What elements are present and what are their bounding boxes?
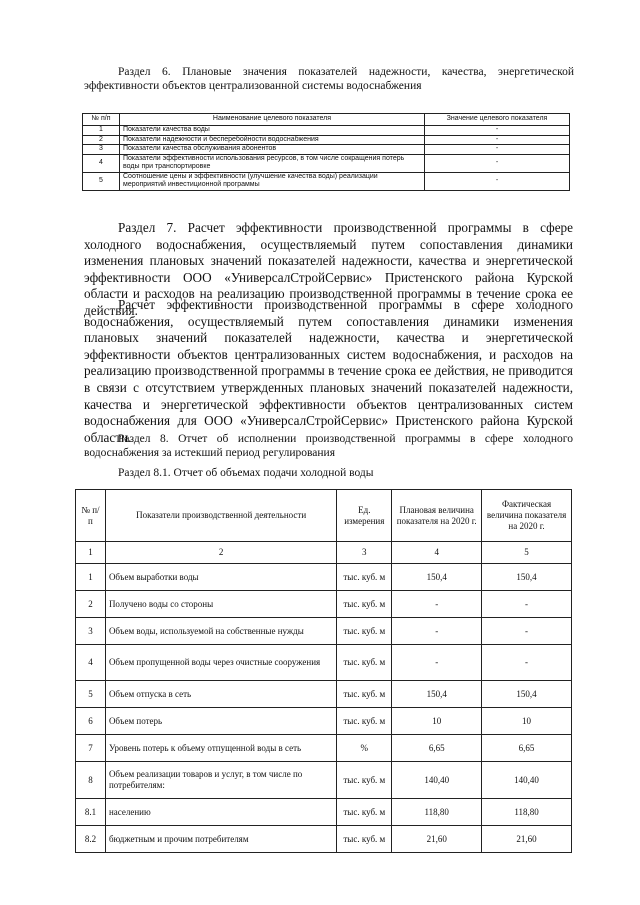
row-value: - [425, 145, 570, 155]
table-row [76, 799, 572, 826]
row-fact: - [482, 591, 572, 618]
table-row [83, 135, 570, 145]
table-header-row [83, 114, 570, 126]
row-name: Объем реализации товаров и услуг, в том числе по потребителям: [105, 762, 336, 799]
row-plan: 6,65 [392, 735, 482, 762]
index-cell: 2 [105, 542, 336, 564]
table-row [76, 708, 572, 735]
table-row [83, 126, 570, 136]
row-num: 4 [76, 645, 106, 681]
row-name: Показатели надежности и бесперебойности водоснабжения [120, 135, 425, 145]
table-row [83, 145, 570, 155]
section6-table [82, 113, 570, 191]
row-name: Получено воды со стороны [105, 591, 336, 618]
row-num: 4 [83, 154, 120, 172]
index-cell: 5 [482, 542, 572, 564]
row-name: бюджетным и прочим потребителям [105, 826, 336, 853]
header-plan: Плановая величина показателя на 2020 г. [392, 490, 482, 542]
index-cell: 4 [392, 542, 482, 564]
row-fact: 140,40 [482, 762, 572, 799]
row-plan: 140,40 [392, 762, 482, 799]
row-value: - [425, 172, 570, 190]
table-row [76, 735, 572, 762]
row-num: 2 [76, 591, 106, 618]
row-name: Объем пропущенной воды через очистные сооружения [105, 645, 336, 681]
row-fact: 21,60 [482, 826, 572, 853]
row-unit: тыс. куб. м [337, 564, 392, 591]
row-name: Показатели качества обслуживания абонентов [120, 145, 425, 155]
table-row [76, 681, 572, 708]
row-fact: 118,80 [482, 799, 572, 826]
row-plan: - [392, 618, 482, 645]
row-num: 8.2 [76, 826, 106, 853]
row-plan: 150,4 [392, 681, 482, 708]
row-name: Объем отпуска в сеть [105, 681, 336, 708]
index-cell: 1 [76, 542, 106, 564]
index-cell: 3 [337, 542, 392, 564]
table-row [76, 826, 572, 853]
row-value: - [425, 135, 570, 145]
row-unit: тыс. куб. м [337, 708, 392, 735]
row-num: 7 [76, 735, 106, 762]
row-name: Соотношение цены и эффективности (улучшение качества воды) реализации мероприятий инвестиционной программы [120, 172, 425, 190]
row-unit: тыс. куб. м [337, 799, 392, 826]
row-fact: - [482, 618, 572, 645]
row-unit: тыс. куб. м [337, 618, 392, 645]
section8-table [75, 489, 572, 853]
header-fact: Фактическая величина показателя на 2020 г. [482, 490, 572, 542]
row-unit: тыс. куб. м [337, 645, 392, 681]
table-row [76, 564, 572, 591]
section6-title: Раздел 6. Плановые значения показателей надежности, качества, энергетической эффективности объектов централизованной системы водоснабжения [84, 66, 574, 92]
row-plan: 21,60 [392, 826, 482, 853]
row-unit: тыс. куб. м [337, 681, 392, 708]
row-name: Объем потерь [105, 708, 336, 735]
header-num: № п/п [83, 114, 120, 126]
row-num: 5 [76, 681, 106, 708]
header-num: № п/п [76, 490, 106, 542]
row-fact: 150,4 [482, 564, 572, 591]
header-name: Наименование целевого показателя [120, 114, 425, 126]
row-num: 3 [83, 145, 120, 155]
row-num: 8.1 [76, 799, 106, 826]
row-num: 6 [76, 708, 106, 735]
row-name: Показатели качества воды [120, 126, 425, 136]
section7-paragraph-2: Расчет эффективности производственной программы в сфере холодного водоснабжения, осуществляемый путем сопоставления динамики изменения плановых значений показателей надежности, качества и энергетической эффективности объектов централизованных систем водоснабжения, и расходов на реализацию производственной программы в течение срока ее действия, не приводится в связи с отсутствием утвержденных плановых значений показателей надежности, качества и энергетической эффективности объектов централизованных систем водоснабжения для ООО «УниверсалСтройСервис» Пристенского района Курской области. [84, 297, 573, 445]
section8-title: Раздел 8. Отчет об исполнении производственной программы в сфере холодного водоснабжения за истекший период регулирования [84, 433, 573, 459]
row-num: 1 [83, 126, 120, 136]
row-name: Объем воды, используемой на собственные нужды [105, 618, 336, 645]
row-plan: 10 [392, 708, 482, 735]
table-row [76, 591, 572, 618]
row-plan: 118,80 [392, 799, 482, 826]
row-unit: % [337, 735, 392, 762]
row-num: 1 [76, 564, 106, 591]
table-index-row [76, 542, 572, 564]
row-fact: - [482, 645, 572, 681]
table-row [76, 762, 572, 799]
row-plan: - [392, 591, 482, 618]
row-unit: тыс. куб. м [337, 591, 392, 618]
row-num: 8 [76, 762, 106, 799]
row-name: Уровень потерь к объему отпущенной воды в сеть [105, 735, 336, 762]
section7-paragraph: Раздел 7. Расчет эффективности производственной программы в сфере холодного водоснабжения, осуществляемый путем сопоставления динамики изменения плановых значений показателей надежности, качества и энергетической эффективности ООО «УниверсалСтройСервис» Пристенского района Курской области и расходов на реализацию производственной программы в течение срока ее действия. [84, 220, 573, 318]
row-num: 2 [83, 135, 120, 145]
header-value: Значение целевого показателя [425, 114, 570, 126]
row-value: - [425, 154, 570, 172]
row-num: 3 [76, 618, 106, 645]
table-row [76, 618, 572, 645]
table-row [76, 645, 572, 681]
row-unit: тыс. куб. м [337, 762, 392, 799]
row-fact: 6,65 [482, 735, 572, 762]
row-plan: 150,4 [392, 564, 482, 591]
row-value: - [425, 126, 570, 136]
table-row [83, 172, 570, 190]
row-plan: - [392, 645, 482, 681]
table-row [83, 154, 570, 172]
header-unit: Ед. измерения [337, 490, 392, 542]
row-name: Показатели эффективности использования ресурсов, в том числе сокращения потерь воды при транспортировке [120, 154, 425, 172]
row-fact: 150,4 [482, 681, 572, 708]
row-fact: 10 [482, 708, 572, 735]
row-name: Объем выработки воды [105, 564, 336, 591]
header-indicator: Показатели производственной деятельности [105, 490, 336, 542]
table-header-row [76, 490, 572, 542]
row-unit: тыс. куб. м [337, 826, 392, 853]
row-num: 5 [83, 172, 120, 190]
section8-1-subtitle: Раздел 8.1. Отчет об объемах подачи холодной воды [118, 467, 374, 479]
row-name: населению [105, 799, 336, 826]
